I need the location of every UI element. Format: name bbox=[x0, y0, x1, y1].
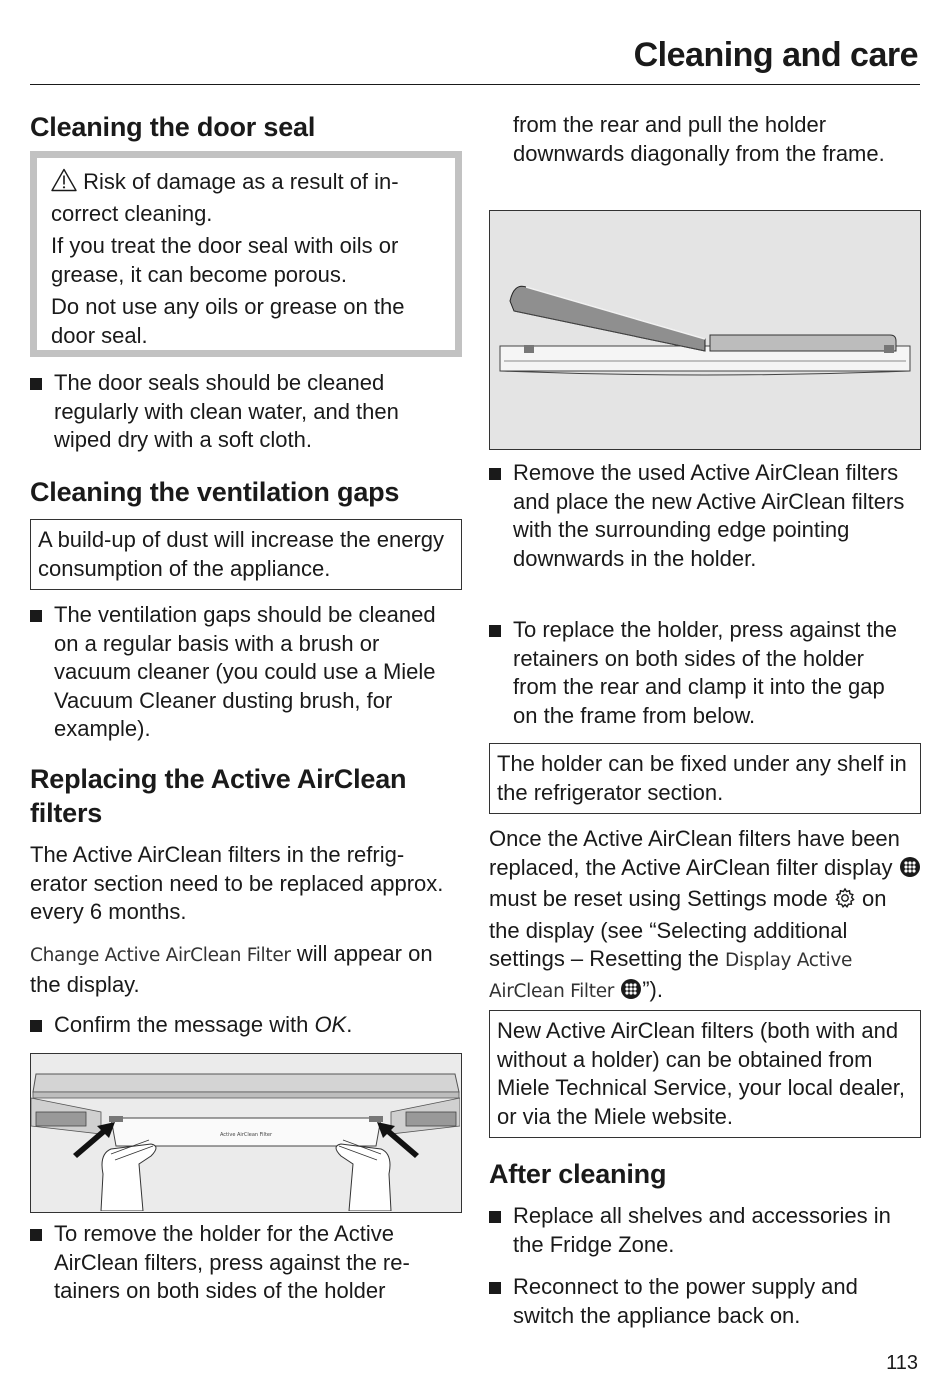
replace-filters-bullet: Remove the used Active AirClean filters and place the new Active AirClean filters with the surrounding edge pointing downwards in the holder. bbox=[489, 459, 914, 573]
airclean-filter-icon bbox=[899, 856, 921, 886]
bullet-marker bbox=[489, 625, 501, 637]
door-seal-bullet: The door seals should be cleaned regularly with clean water, and then wiped dry with a soft cloth. bbox=[30, 369, 450, 455]
warning-line-2: correct cleaning. bbox=[51, 200, 213, 226]
bullet-marker bbox=[489, 468, 501, 480]
bullet-marker bbox=[489, 1211, 501, 1223]
door-seal-heading: Cleaning the door seal bbox=[30, 112, 316, 142]
after-cleaning-heading: After cleaning bbox=[489, 1159, 667, 1189]
bullet-marker bbox=[30, 1020, 42, 1032]
after-bullet-1: Replace all shelves and accessories in the Fridge Zone. bbox=[489, 1202, 914, 1259]
reset-display-text: Display Active AirClean Filter bbox=[489, 950, 853, 1002]
header-rule bbox=[30, 84, 920, 85]
warning-box bbox=[30, 151, 462, 357]
holder-label: Active AirClean Filter bbox=[219, 1132, 273, 1138]
display-message-paragraph: Change Active AirClean Filter will appear on the display. bbox=[30, 941, 433, 997]
obtain-filters-note: New Active AirClean filters (both with and without a holder) can be obtained from Miele Technical Service, your local dealer, or via the Miele website. bbox=[489, 1010, 921, 1138]
after-bullet-2: Reconnect to the power supply and switch the appliance back on. bbox=[489, 1273, 914, 1330]
holder-note: The holder can be fixed under any shelf in the refrigerator section. bbox=[489, 743, 921, 814]
holder-removal-illustration bbox=[30, 1053, 462, 1213]
reset-paragraph: Once the Active AirClean filters have been replaced, the Active AirClean filter display must be reset using Settings mode on the display (see “Selecting additional settings – Resetting the Display Active AirClean Filter ”). bbox=[489, 825, 921, 1007]
ventilation-note: A build-up of dust will increase the energy consumption of the appliance. bbox=[30, 519, 462, 590]
page-number: 113 bbox=[886, 1352, 918, 1374]
warning-text-2: If you treat the door seal with oils or grease, it can become porous. bbox=[51, 233, 399, 287]
warning-line-1: Risk of damage as a result of in- bbox=[83, 169, 399, 194]
remove-holder-bullet: To remove the holder for the Active AirClean filters, press against the retainers on both sides of the holder bbox=[30, 1220, 450, 1306]
bullet-marker bbox=[30, 1229, 42, 1241]
replace-holder-bullet: To replace the holder, press against the retainers on both sides of the holder from the rear and clamp it into the gap on the frame from below. bbox=[489, 616, 914, 730]
display-message: Change Active AirClean Filter bbox=[30, 945, 291, 966]
warning-text-3: Do not use any oils or grease on the door seal. bbox=[51, 294, 405, 348]
bullet-marker bbox=[30, 610, 42, 622]
airclean-filter-icon bbox=[620, 978, 642, 1008]
settings-gear-icon bbox=[834, 887, 856, 917]
airclean-intro: The Active AirClean filters in the refrigerator section need to be replaced approx. every 6 months. bbox=[30, 842, 444, 924]
airclean-heading: Replacing the Active AirClean filters bbox=[30, 764, 407, 828]
ventilation-heading: Cleaning the ventilation gaps bbox=[30, 477, 400, 507]
bullet-marker bbox=[489, 1282, 501, 1294]
ventilation-bullet: The ventilation gaps should be cleaned on a regular basis with a brush or vacuum cleaner (you could use a Miele Vacuum Cleaner dusting brush, for example). bbox=[30, 601, 450, 744]
filter-holder-illustration bbox=[489, 210, 921, 450]
page-title: Cleaning and care bbox=[633, 36, 918, 74]
confirm-bullet: Confirm the message with OK. bbox=[30, 1011, 450, 1040]
bullet-marker bbox=[30, 378, 42, 390]
remove-holder-continued: from the rear and pull the holder downwards diagonally from the frame. bbox=[513, 112, 885, 166]
warning-triangle-icon bbox=[51, 168, 77, 200]
